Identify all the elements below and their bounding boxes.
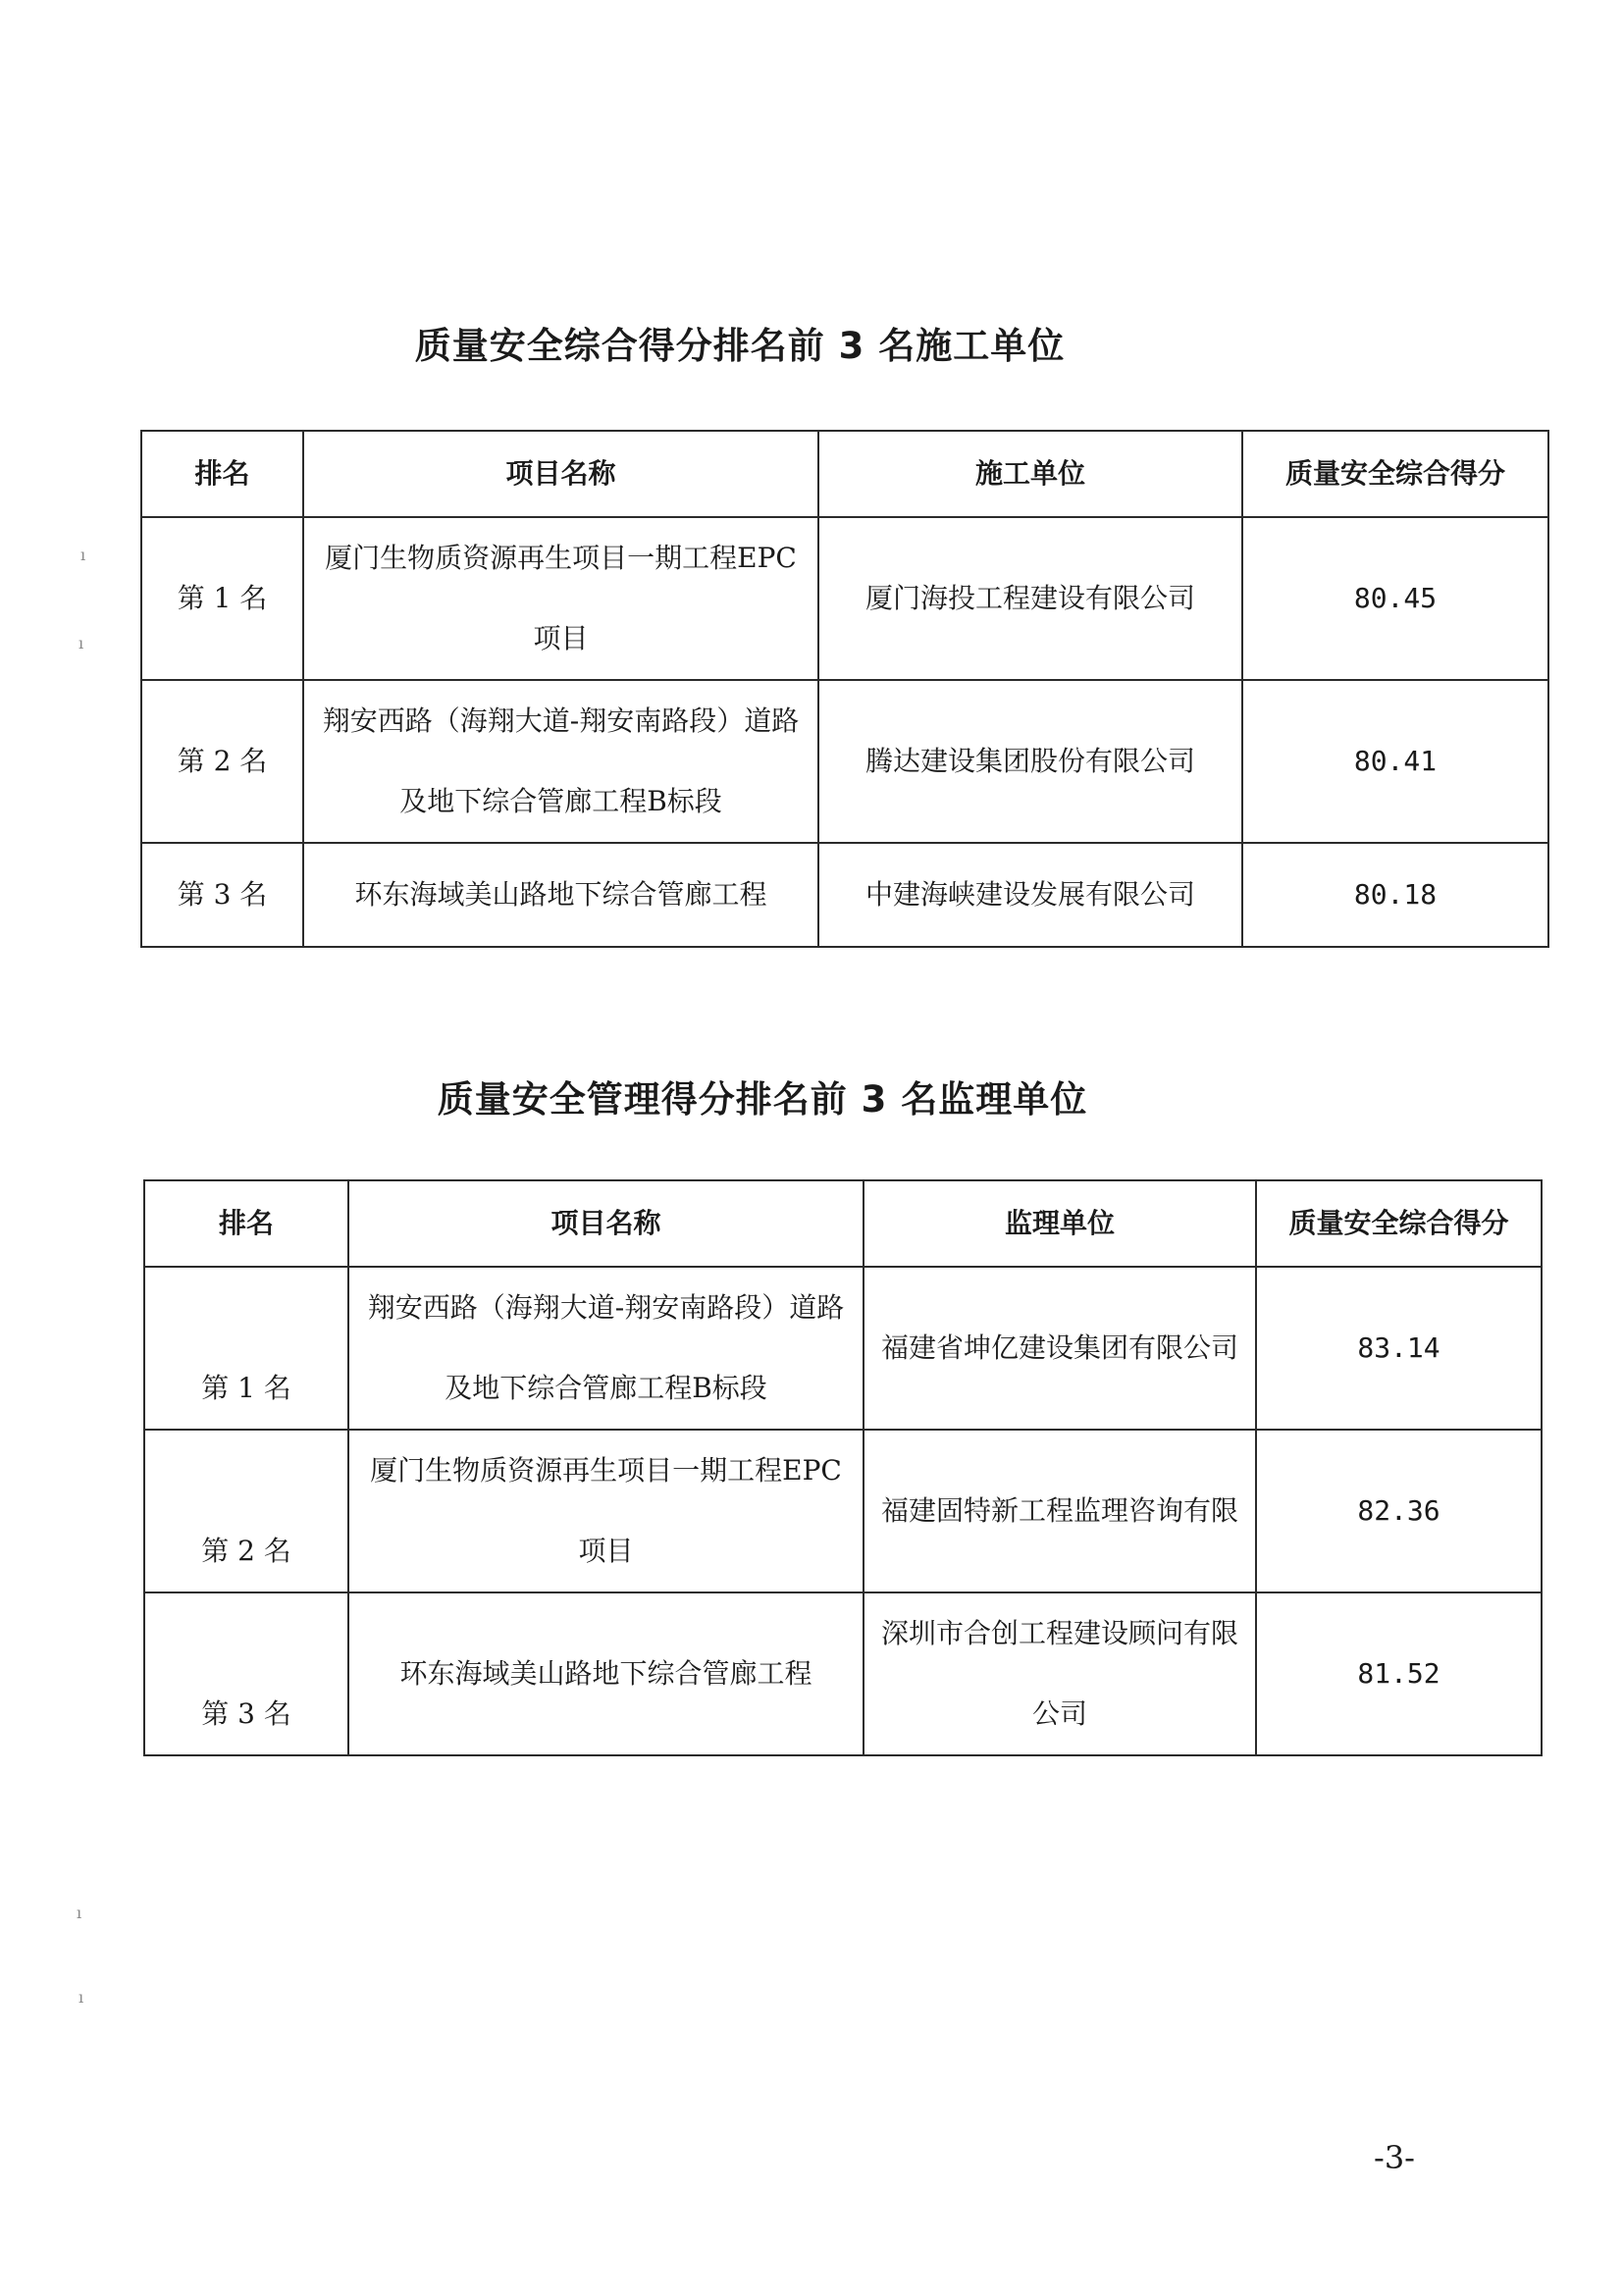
table-row	[144, 1592, 1542, 1755]
supervision-units-title: 质量安全管理得分排名前 3 名监理单位	[437, 1078, 1088, 1121]
table-row	[141, 517, 1548, 680]
table-row	[141, 843, 1548, 947]
rank-cell: 第 1 名	[141, 517, 303, 680]
table-row	[144, 1267, 1542, 1430]
rank-cell: 第 3 名	[144, 1592, 348, 1755]
table-header-row	[144, 1180, 1542, 1267]
project-cell: 翔安西路（海翔大道-翔安南路段）道路及地下综合管廊工程B标段	[348, 1267, 864, 1430]
project-cell: 厦门生物质资源再生项目一期工程EPC项目	[348, 1430, 864, 1592]
project-cell: 环东海域美山路地下综合管廊工程	[348, 1592, 864, 1755]
header-score: 质量安全综合得分	[1242, 431, 1548, 517]
score-cell: 81.52	[1256, 1592, 1542, 1755]
table-row	[141, 680, 1548, 843]
table-header-row	[141, 431, 1548, 517]
rank-cell: 第 3 名	[141, 843, 303, 947]
scan-speck: ı	[79, 634, 84, 652]
rank-cell: 第 1 名	[144, 1267, 348, 1430]
supervision-units-table	[143, 1179, 1543, 1756]
header-project: 项目名称	[303, 431, 818, 517]
project-cell: 环东海域美山路地下综合管廊工程	[303, 843, 818, 947]
scan-speck: ı	[80, 546, 86, 564]
page-number: -3-	[1374, 2139, 1415, 2176]
unit-cell: 厦门海投工程建设有限公司	[818, 517, 1242, 680]
construction-units-title: 质量安全综合得分排名前 3 名施工单位	[414, 325, 1066, 367]
score-cell: 80.45	[1242, 517, 1548, 680]
rank-cell: 第 2 名	[144, 1430, 348, 1592]
unit-cell: 深圳市合创工程建设顾问有限公司	[864, 1592, 1256, 1755]
unit-cell: 福建省坤亿建设集团有限公司	[864, 1267, 1256, 1430]
scan-speck: ı	[79, 1988, 84, 2007]
project-cell: 厦门生物质资源再生项目一期工程EPC项目	[303, 517, 818, 680]
unit-cell: 腾达建设集团股份有限公司	[818, 680, 1242, 843]
header-rank: 排名	[144, 1180, 348, 1267]
header-rank: 排名	[141, 431, 303, 517]
header-unit: 监理单位	[864, 1180, 1256, 1267]
scan-speck: ı	[77, 1904, 82, 1922]
rank-cell: 第 2 名	[141, 680, 303, 843]
score-cell: 80.41	[1242, 680, 1548, 843]
score-cell: 82.36	[1256, 1430, 1542, 1592]
table-row	[144, 1430, 1542, 1592]
unit-cell: 中建海峡建设发展有限公司	[818, 843, 1242, 947]
header-unit: 施工单位	[818, 431, 1242, 517]
header-score: 质量安全综合得分	[1256, 1180, 1542, 1267]
construction-units-table	[140, 430, 1549, 948]
header-project: 项目名称	[348, 1180, 864, 1267]
score-cell: 80.18	[1242, 843, 1548, 947]
score-cell: 83.14	[1256, 1267, 1542, 1430]
unit-cell: 福建固特新工程监理咨询有限	[864, 1430, 1256, 1592]
project-cell: 翔安西路（海翔大道-翔安南路段）道路及地下综合管廊工程B标段	[303, 680, 818, 843]
